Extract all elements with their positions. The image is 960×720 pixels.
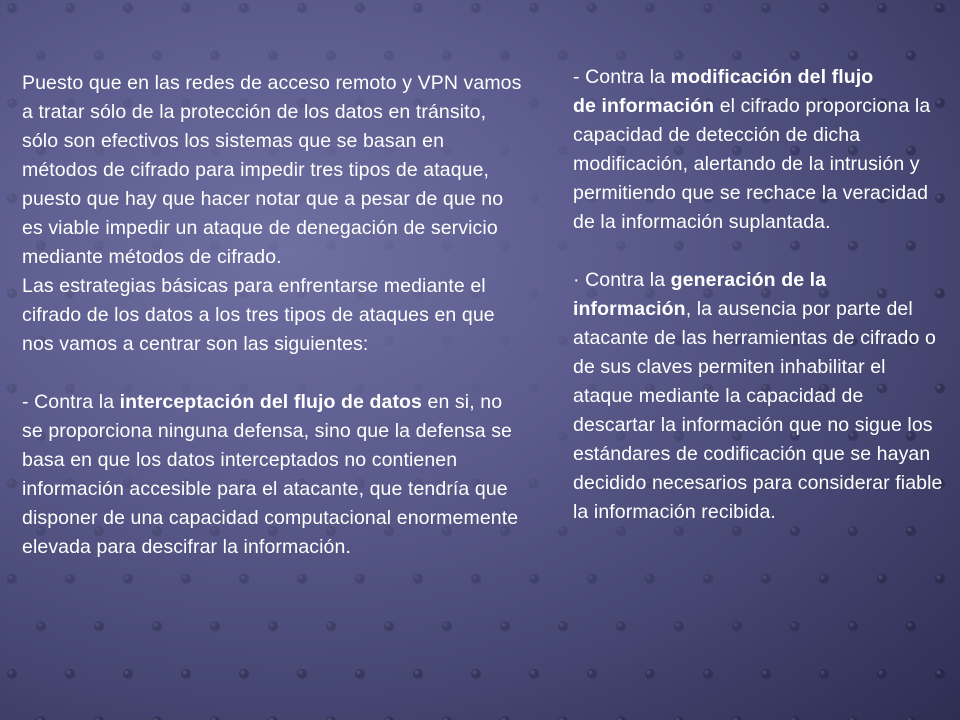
modification-prefix: - Contra la	[573, 66, 671, 88]
background-dot	[7, 574, 17, 584]
intro-paragraph: Puesto que en las redes de acceso remoto y VPN vamos a tratar sólo de la protección de los datos en tránsito, sólo son efectivos los sistemas que se basan en métodos de cifrado para impedir tres tipos de ataque, puesto que hay que hacer notar que a pesar de que no es viable impedir un ataque de denegación de servicio mediante métodos de cifrado.	[22, 72, 522, 268]
background-dot	[761, 574, 771, 584]
background-dot	[558, 241, 568, 251]
background-dot-highlight	[937, 575, 941, 579]
background-dot-highlight	[67, 575, 71, 579]
background-dot-highlight	[299, 670, 303, 674]
background-dot	[210, 621, 220, 631]
background-dot-highlight	[792, 623, 796, 627]
background-dot-highlight	[647, 575, 651, 579]
background-dot-highlight	[937, 670, 941, 674]
background-dot	[384, 621, 394, 631]
background-dot	[935, 574, 945, 584]
background-dot-highlight	[531, 100, 535, 104]
background-dot-highlight	[879, 5, 883, 9]
background-dot-highlight	[502, 623, 506, 627]
background-dot-highlight	[618, 623, 622, 627]
background-dot	[529, 98, 539, 108]
background-dot	[587, 574, 597, 584]
background-dot-highlight	[589, 5, 593, 9]
background-dot	[529, 3, 539, 13]
background-dot-highlight	[125, 670, 129, 674]
background-dot	[616, 526, 626, 536]
generation-bold: generación de la información	[573, 269, 827, 320]
background-dot	[123, 3, 133, 13]
background-dot-highlight	[9, 5, 13, 9]
background-dot-highlight	[763, 575, 767, 579]
background-dot	[819, 669, 829, 679]
background-dot-highlight	[560, 242, 564, 246]
background-dot	[587, 3, 597, 13]
background-dot	[7, 3, 17, 13]
background-dot-highlight	[125, 5, 129, 9]
background-dot	[558, 431, 568, 441]
background-dot	[65, 3, 75, 13]
background-dot	[94, 716, 104, 720]
background-dot	[529, 479, 539, 489]
background-dot-highlight	[444, 52, 448, 56]
background-dot	[761, 3, 771, 13]
background-dot	[732, 51, 742, 61]
background-dot-highlight	[38, 623, 42, 627]
background-dot-highlight	[415, 5, 419, 9]
background-dot-highlight	[589, 670, 593, 674]
modification-text: el cifrado proporciona la capacidad de detección de dicha modificación, alertando de la intrusión y permitiendo que se rechace la veracidad de la información suplantada.	[573, 95, 931, 233]
background-dot-highlight	[647, 670, 651, 674]
background-dot-highlight	[850, 528, 854, 532]
background-dot-highlight	[618, 528, 622, 532]
background-dot-highlight	[473, 670, 477, 674]
background-dot-highlight	[386, 52, 390, 56]
background-dot	[645, 669, 655, 679]
background-dot	[906, 51, 916, 61]
background-dot	[848, 716, 858, 720]
background-dot	[181, 3, 191, 13]
background-dot-highlight	[212, 623, 216, 627]
background-dot	[674, 621, 684, 631]
background-dot	[935, 669, 945, 679]
background-dot-highlight	[589, 575, 593, 579]
background-dot-highlight	[705, 670, 709, 674]
modification-item	[573, 63, 943, 237]
background-dot	[906, 526, 916, 536]
background-dot	[906, 716, 916, 720]
background-dot	[268, 51, 278, 61]
background-dot	[645, 3, 655, 13]
background-dot	[442, 621, 452, 631]
background-dot-highlight	[386, 623, 390, 627]
background-dot	[674, 526, 684, 536]
background-dot-highlight	[125, 575, 129, 579]
background-dot	[355, 574, 365, 584]
background-dot-highlight	[850, 52, 854, 56]
background-dot-highlight	[908, 52, 912, 56]
background-dot-highlight	[792, 528, 796, 532]
background-dot	[732, 716, 742, 720]
background-dot	[500, 621, 510, 631]
background-dot	[558, 146, 568, 156]
background-dot	[94, 51, 104, 61]
background-dot	[65, 574, 75, 584]
background-dot-highlight	[560, 337, 564, 341]
background-dot-highlight	[531, 5, 535, 9]
background-dot	[297, 3, 307, 13]
background-dot-highlight	[415, 575, 419, 579]
background-dot-highlight	[734, 528, 738, 532]
background-dot-highlight	[9, 385, 13, 389]
background-dot	[239, 669, 249, 679]
background-dot-highlight	[850, 623, 854, 627]
background-dot-highlight	[357, 670, 361, 674]
background-dot	[877, 669, 887, 679]
background-dot-highlight	[357, 5, 361, 9]
generation-text: , la ausencia por parte del atacante de las herramientas de cifrado o de sus claves permiten inhabilitar el ataque mediante la capacidad de descartar la información que no sigue los estándares de codificación que se hayan decidido necesarios para considerar fiable la información recibida.	[573, 298, 943, 523]
background-dot	[674, 716, 684, 720]
background-dot-highlight	[415, 670, 419, 674]
background-dot-highlight	[444, 623, 448, 627]
background-dot-highlight	[531, 480, 535, 484]
background-dot-highlight	[531, 385, 535, 389]
background-dot	[703, 3, 713, 13]
background-dot	[732, 526, 742, 536]
background-dot	[65, 669, 75, 679]
background-dot-highlight	[879, 670, 883, 674]
background-dot	[413, 669, 423, 679]
background-dot	[268, 621, 278, 631]
background-dot-highlight	[908, 623, 912, 627]
modification-bold-2: de información	[573, 95, 715, 117]
background-dot-highlight	[270, 623, 274, 627]
background-dot	[732, 621, 742, 631]
background-dot	[471, 669, 481, 679]
background-dot-highlight	[241, 575, 245, 579]
background-dot	[7, 193, 17, 203]
background-dot	[384, 51, 394, 61]
background-dot	[94, 621, 104, 631]
background-dot-highlight	[734, 52, 738, 56]
background-dot	[152, 716, 162, 720]
background-dot-highlight	[560, 433, 564, 437]
background-dot	[529, 574, 539, 584]
background-dot	[36, 621, 46, 631]
background-dot	[413, 574, 423, 584]
background-dot	[152, 51, 162, 61]
background-dot	[36, 51, 46, 61]
background-dot	[239, 574, 249, 584]
background-dot	[500, 716, 510, 720]
background-dot	[36, 716, 46, 720]
background-dot	[529, 669, 539, 679]
background-dot	[181, 669, 191, 679]
generation-prefix: · Contra la	[573, 269, 671, 291]
background-dot	[7, 98, 17, 108]
background-dot	[877, 574, 887, 584]
background-dot-highlight	[357, 575, 361, 579]
background-dot	[152, 621, 162, 631]
background-dot-highlight	[183, 5, 187, 9]
background-dot-highlight	[96, 623, 100, 627]
background-dot-highlight	[531, 670, 535, 674]
background-dot-highlight	[763, 670, 767, 674]
background-dot	[616, 621, 626, 631]
background-dot-highlight	[241, 670, 245, 674]
background-dot	[210, 51, 220, 61]
paragraph-spacer	[22, 359, 522, 388]
background-dot	[442, 716, 452, 720]
background-dot	[123, 669, 133, 679]
background-dot-highlight	[9, 670, 13, 674]
background-dot-highlight	[183, 670, 187, 674]
background-dot-highlight	[270, 52, 274, 56]
background-dot	[123, 574, 133, 584]
background-dot-highlight	[676, 528, 680, 532]
background-dot-highlight	[531, 290, 535, 294]
background-dot	[703, 574, 713, 584]
background-dot	[558, 621, 568, 631]
background-dot-highlight	[9, 195, 13, 199]
background-dot	[645, 574, 655, 584]
background-dot-highlight	[821, 575, 825, 579]
background-dot	[616, 51, 626, 61]
background-dot-highlight	[67, 5, 71, 9]
background-dot	[7, 669, 17, 679]
background-dot-highlight	[531, 575, 535, 579]
left-text-column	[22, 69, 522, 562]
background-dot-highlight	[502, 52, 506, 56]
background-dot-highlight	[821, 5, 825, 9]
background-dot	[384, 716, 394, 720]
background-dot	[819, 3, 829, 13]
background-dot	[790, 526, 800, 536]
background-dot	[7, 288, 17, 298]
background-dot	[558, 336, 568, 346]
background-dot	[674, 51, 684, 61]
interception-item	[22, 388, 522, 562]
background-dot	[210, 716, 220, 720]
background-dot	[616, 716, 626, 720]
background-dot-highlight	[9, 290, 13, 294]
background-dot-highlight	[212, 52, 216, 56]
background-dot	[558, 716, 568, 720]
background-dot	[7, 383, 17, 393]
interception-text: en si, no se proporciona ninguna defensa, sino que la defensa se basa en que los datos interceptados no contienen información accesible para el atacante, que tendría que disponer de una capacidad computacional enormemente elevada para descifrar la información.	[22, 391, 519, 558]
background-dot-highlight	[531, 195, 535, 199]
background-dot-highlight	[560, 52, 564, 56]
background-dot-highlight	[473, 5, 477, 9]
background-dot-highlight	[618, 52, 622, 56]
background-dot-highlight	[328, 52, 332, 56]
background-dot	[239, 3, 249, 13]
background-dot	[790, 51, 800, 61]
interception-prefix: - Contra la	[22, 391, 120, 413]
background-dot-highlight	[154, 52, 158, 56]
background-dot-highlight	[647, 5, 651, 9]
background-dot-highlight	[9, 100, 13, 104]
background-dot-highlight	[821, 670, 825, 674]
background-dot	[906, 621, 916, 631]
background-dot	[558, 526, 568, 536]
background-dot	[471, 3, 481, 13]
background-dot-highlight	[879, 575, 883, 579]
background-dot	[558, 51, 568, 61]
background-dot-highlight	[560, 528, 564, 532]
background-dot-highlight	[299, 575, 303, 579]
background-dot	[529, 193, 539, 203]
interception-bold: interceptación del flujo de datos	[119, 391, 422, 413]
background-dot	[355, 669, 365, 679]
background-dot	[297, 574, 307, 584]
paragraph-spacer	[573, 237, 943, 266]
background-dot-highlight	[763, 5, 767, 9]
background-dot-highlight	[705, 5, 709, 9]
background-dot-highlight	[560, 623, 564, 627]
modification-bold-1: modificación del flujo	[670, 66, 874, 88]
background-dot-highlight	[9, 575, 13, 579]
background-dot	[326, 621, 336, 631]
background-dot	[297, 669, 307, 679]
background-dot	[848, 621, 858, 631]
background-dot	[500, 51, 510, 61]
background-dot-highlight	[676, 52, 680, 56]
background-dot	[877, 3, 887, 13]
background-dot-highlight	[9, 480, 13, 484]
background-dot-highlight	[241, 5, 245, 9]
background-dot	[848, 526, 858, 536]
background-dot	[819, 574, 829, 584]
background-dot-highlight	[328, 623, 332, 627]
background-dot-highlight	[96, 52, 100, 56]
background-dot	[442, 51, 452, 61]
background-dot	[790, 621, 800, 631]
background-dot-highlight	[792, 52, 796, 56]
background-dot-highlight	[67, 670, 71, 674]
background-dot	[7, 479, 17, 489]
background-dot-highlight	[705, 575, 709, 579]
background-dot-highlight	[154, 623, 158, 627]
background-dot-highlight	[299, 5, 303, 9]
background-dot-highlight	[908, 528, 912, 532]
background-dot	[935, 3, 945, 13]
strategies-paragraph: Las estrategias básicas para enfrentarse mediante el cifrado de los datos a los tres tipos de ataques en que nos vamos a centrar son las siguientes:	[22, 275, 495, 355]
background-dot	[268, 716, 278, 720]
background-dot	[181, 574, 191, 584]
background-dot-highlight	[183, 575, 187, 579]
background-dot	[761, 669, 771, 679]
background-dot	[413, 3, 423, 13]
background-dot-highlight	[560, 147, 564, 151]
background-dot	[587, 669, 597, 679]
background-dot	[471, 574, 481, 584]
background-dot-highlight	[676, 623, 680, 627]
background-dot	[326, 716, 336, 720]
background-dot-highlight	[38, 52, 42, 56]
background-dot-highlight	[937, 5, 941, 9]
background-dot	[355, 3, 365, 13]
background-dot-highlight	[473, 575, 477, 579]
background-dot-highlight	[734, 623, 738, 627]
background-dot	[703, 669, 713, 679]
background-dot	[848, 51, 858, 61]
background-dot	[326, 51, 336, 61]
right-text-column	[573, 63, 943, 527]
generation-item	[573, 266, 943, 527]
background-dot	[790, 716, 800, 720]
background-dot	[529, 288, 539, 298]
background-dot	[529, 383, 539, 393]
